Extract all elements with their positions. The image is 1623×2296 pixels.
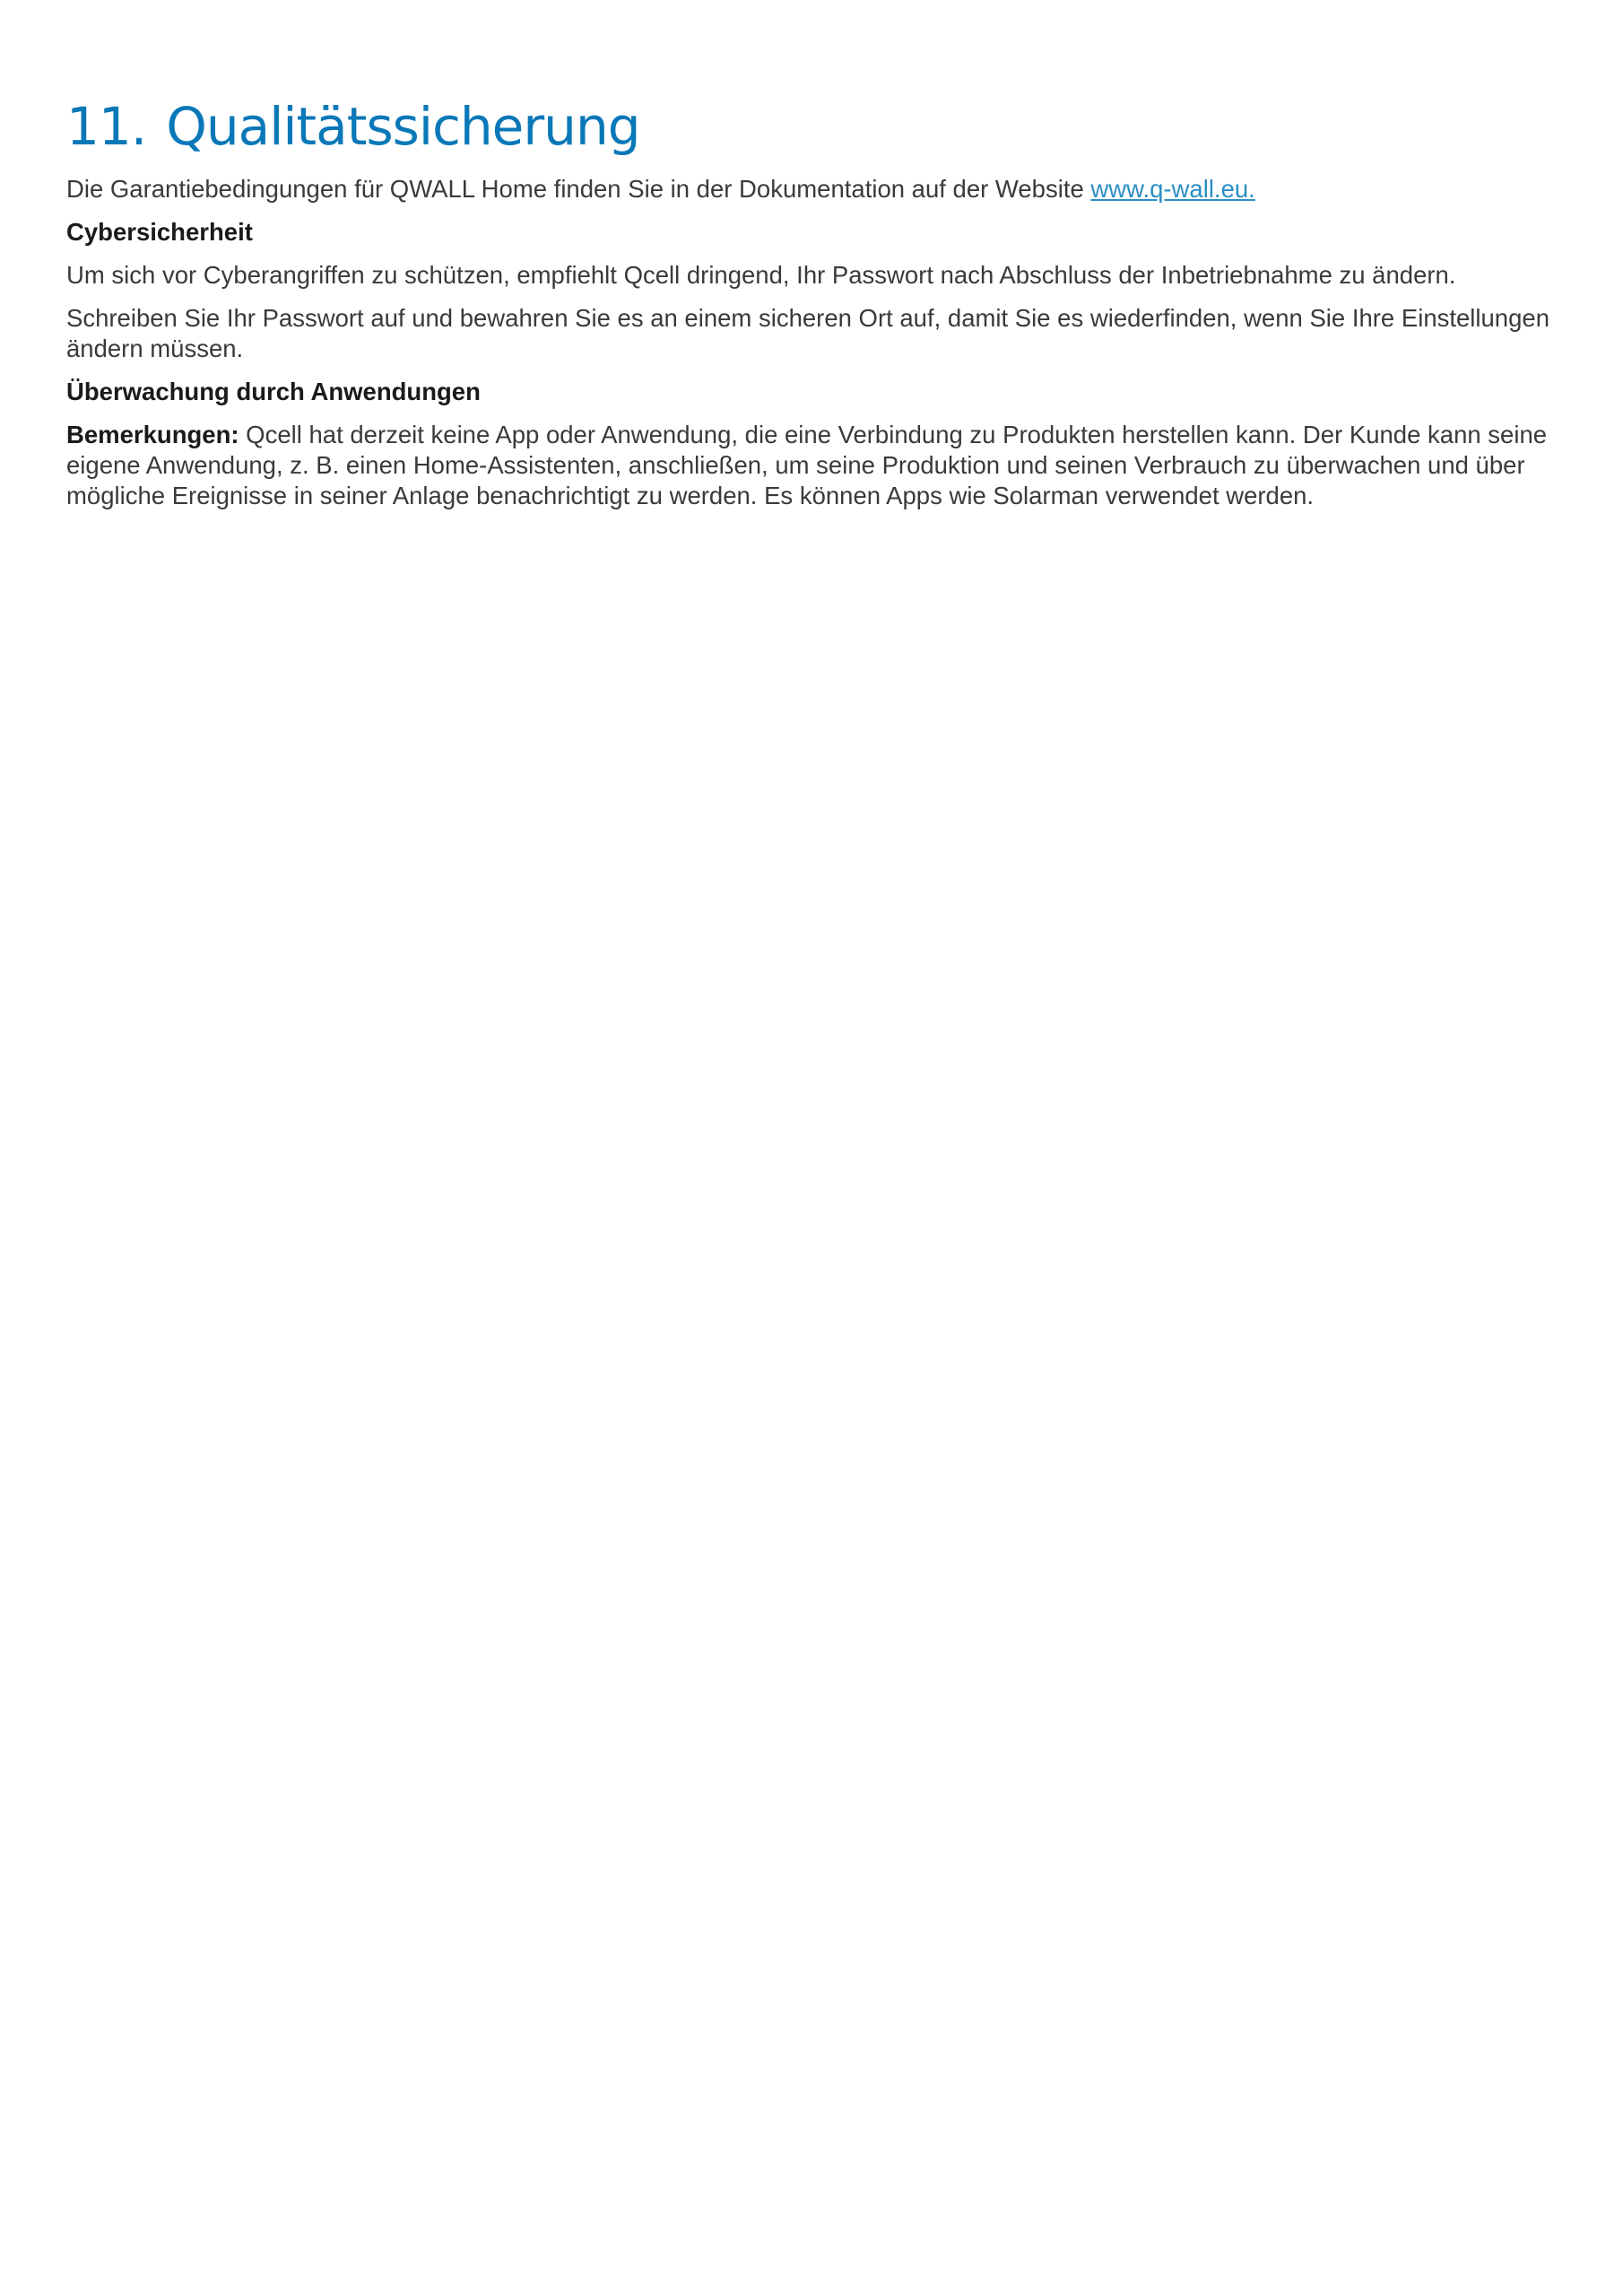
website-link-text: www.q-wall.eu. bbox=[1090, 175, 1255, 203]
website-link[interactable] bbox=[1090, 175, 1278, 203]
cybersecurity-heading: Cybersicherheit bbox=[66, 218, 253, 246]
monitoring-paragraph bbox=[66, 420, 1555, 511]
warranty-text: Die Garantiebedingungen für QWALL Home finden Sie in der Dokumentation auf der Website bbox=[66, 175, 1091, 203]
section-number: 11. bbox=[66, 96, 147, 157]
monitoring-heading: Überwachung durch Anwendungen bbox=[66, 378, 481, 405]
section-title: Qualitätssicherung bbox=[166, 96, 640, 157]
cybersecurity-paragraph-1: Um sich vor Cyberangriffen zu schützen, empfiehlt Qcell dringend, Ihr Passwort nach Abschluss der Inbetriebnahme zu ändern. bbox=[66, 261, 1456, 289]
section-heading bbox=[66, 90, 1555, 163]
cybersecurity-paragraph-2: Schreiben Sie Ihr Passwort auf und bewahren Sie es an einem sicheren Ort auf, damit Sie es wiederfinden, wenn Sie Ihre Einstellungen ändern müssen. bbox=[66, 304, 1549, 362]
warranty-paragraph bbox=[66, 174, 1555, 204]
remarks-text: Qcell hat derzeit keine App oder Anwendung, die eine Verbindung zu Produkten herstellen kann. Der Kunde kann seine eigene Anwendung, z. B. einen Home-Assistenten, anschließen, um seine Produktion und seinen Verbrauch zu überwachen und über mögliche Ereignisse in seiner Anlage benachrichtigt zu werden. Es können Apps wie Solarman verwendet werden. bbox=[66, 421, 1548, 509]
remarks-label: Bemerkungen: bbox=[66, 421, 239, 448]
document-page bbox=[66, 90, 1555, 524]
